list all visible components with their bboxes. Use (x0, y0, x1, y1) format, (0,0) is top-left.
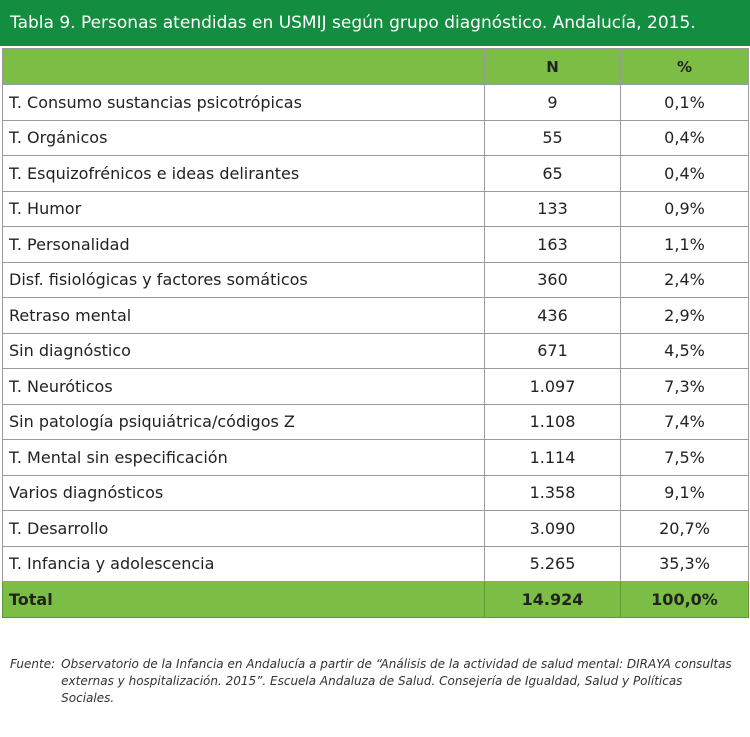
row-name: Sin diagnóstico (3, 333, 485, 369)
row-name: T. Orgánicos (3, 120, 485, 156)
table-row (3, 546, 749, 582)
table-body (3, 85, 749, 618)
row-n: 9 (485, 85, 621, 121)
row-pct: 0,4% (621, 120, 749, 156)
table-row (3, 262, 749, 298)
table-row (3, 298, 749, 334)
table-row (3, 227, 749, 263)
table-row (3, 156, 749, 192)
row-n: 436 (485, 298, 621, 334)
row-name: T. Desarrollo (3, 511, 485, 547)
table-row (3, 120, 749, 156)
header-pct: % (621, 49, 749, 85)
row-n: 3.090 (485, 511, 621, 547)
row-name: T. Esquizofrénicos e ideas delirantes (3, 156, 485, 192)
row-n: 671 (485, 333, 621, 369)
row-pct: 0,4% (621, 156, 749, 192)
row-name: T. Humor (3, 191, 485, 227)
row-name: Varios diagnósticos (3, 475, 485, 511)
row-pct: 9,1% (621, 475, 749, 511)
row-name: Disf. fisiológicas y factores somáticos (3, 262, 485, 298)
source-footnote (10, 656, 738, 707)
table-title: Tabla 9. Personas atendidas en USMIJ según grupo diagnóstico. Andalucía, 2015. (0, 0, 750, 46)
row-n: 55 (485, 120, 621, 156)
header-name (3, 49, 485, 85)
row-name: Sin patología psiquiátrica/códigos Z (3, 404, 485, 440)
footnote-label: Fuente: (10, 657, 56, 671)
total-pct: 100,0% (621, 582, 749, 618)
header-n: N (485, 49, 621, 85)
row-n: 1.358 (485, 475, 621, 511)
row-n: 360 (485, 262, 621, 298)
row-pct: 1,1% (621, 227, 749, 263)
table-row (3, 511, 749, 547)
row-pct: 7,4% (621, 404, 749, 440)
total-label: Total (3, 582, 485, 618)
footnote-text: Observatorio de la Infancia en Andalucía a partir de “Análisis de la actividad de salud mental: DIRAYA consultas externas y hospitalización. 2015”. Escuela Andaluza de Salud. Consejería de Igualdad, Salud y Políticas Sociales. (61, 657, 732, 705)
table-row (3, 404, 749, 440)
total-n: 14.924 (485, 582, 621, 618)
row-name: T. Personalidad (3, 227, 485, 263)
table-row (3, 191, 749, 227)
row-pct: 0,1% (621, 85, 749, 121)
table-header-row (3, 49, 749, 85)
row-n: 65 (485, 156, 621, 192)
row-pct: 0,9% (621, 191, 749, 227)
row-n: 1.097 (485, 369, 621, 405)
row-n: 1.114 (485, 440, 621, 476)
total-row (3, 582, 749, 618)
row-pct: 7,5% (621, 440, 749, 476)
row-n: 163 (485, 227, 621, 263)
row-name: T. Consumo sustancias psicotrópicas (3, 85, 485, 121)
row-pct: 7,3% (621, 369, 749, 405)
row-name: T. Infancia y adolescencia (3, 546, 485, 582)
table-row (3, 369, 749, 405)
table-row (3, 475, 749, 511)
row-pct: 2,4% (621, 262, 749, 298)
row-pct: 2,9% (621, 298, 749, 334)
row-n: 1.108 (485, 404, 621, 440)
row-n: 5.265 (485, 546, 621, 582)
row-pct: 4,5% (621, 333, 749, 369)
row-n: 133 (485, 191, 621, 227)
row-pct: 20,7% (621, 511, 749, 547)
row-pct: 35,3% (621, 546, 749, 582)
table-row (3, 440, 749, 476)
row-name: T. Neuróticos (3, 369, 485, 405)
diagnosis-table (2, 48, 749, 618)
table-row (3, 85, 749, 121)
row-name: T. Mental sin especificación (3, 440, 485, 476)
row-name: Retraso mental (3, 298, 485, 334)
table-row (3, 333, 749, 369)
